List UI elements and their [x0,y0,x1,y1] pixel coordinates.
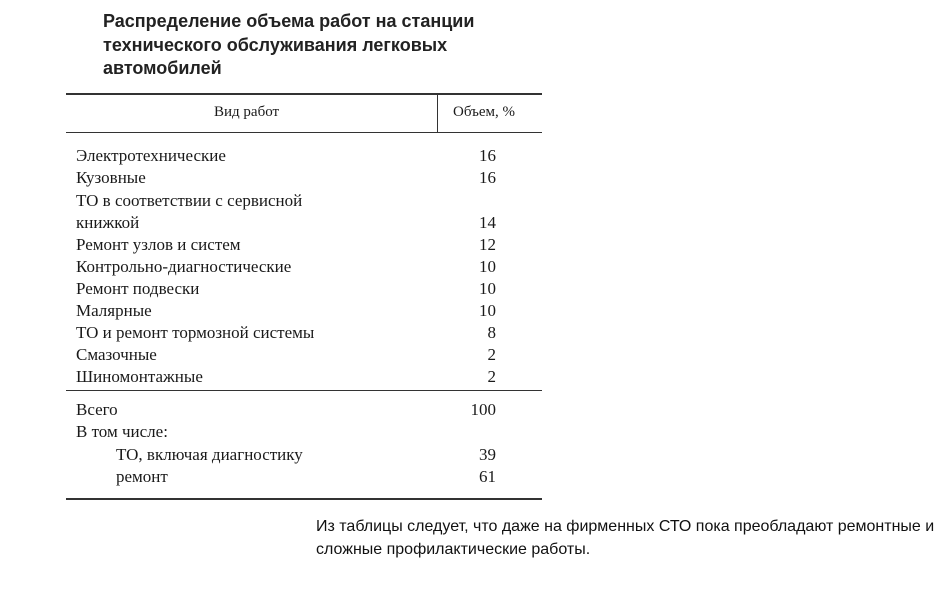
total-row [76,421,496,443]
row-label: Электротехнические [76,146,226,165]
caption-line-2: сложные профилактические работы. [316,541,591,558]
row-label: Ремонт узлов и систем [76,235,241,254]
table-row [76,234,496,256]
total-value: 39 [479,445,496,464]
table-row [76,300,496,322]
total-value: 61 [479,467,496,486]
total-label: Всего [76,400,118,419]
table-title [103,10,563,81]
row-value: 12 [479,235,496,254]
table-row [76,145,496,167]
row-value: 16 [479,168,496,187]
table-row [76,344,496,366]
row-value: 8 [487,323,496,342]
row-value: 10 [479,301,496,320]
total-row [76,466,496,488]
total-label: ремонт [116,467,168,486]
row-value: 16 [479,146,496,165]
table-row [76,256,496,278]
row-label: ТО и ремонт тормозной системы [76,323,315,342]
total-label: ТО, включая диагностику [116,445,303,464]
table-row [76,167,496,189]
total-value: 100 [470,400,496,419]
table-row [76,366,496,388]
title-line-2: технического обслуживания легковых [103,34,448,55]
header-bottom-rule [66,132,542,133]
row-label: Шиномонтажные [76,367,203,386]
row-label: ТО в соответствии с сервисной [76,191,303,210]
table-row [76,278,496,300]
caption-line-1: Из таблицы следует, что даже на фирменных СТО пока преобладают ремонтные и [316,518,934,535]
table-top-rule [66,93,542,95]
row-label: Малярные [76,301,152,320]
row-label: Смазочные [76,345,157,364]
totals-divider-rule [66,390,542,391]
row-value: 2 [487,367,496,386]
row-label: Кузовные [76,168,146,187]
row-value: 14 [479,213,496,232]
header-volume: Объем, % [453,104,515,120]
row-label: Ремонт подвески [76,279,200,298]
title-line-3: автомобилей [103,58,222,78]
header-column-divider [437,95,438,132]
row-value: 10 [479,257,496,276]
header-work-type: Вид работ [214,104,280,120]
row-label: книжкой [76,213,140,232]
title-line-1: Распределение объема работ на станции [103,11,475,31]
row-label: Контрольно-диагностические [76,257,292,276]
total-row [76,399,496,421]
total-label: В том числе: [76,422,168,441]
table-bottom-rule [66,498,542,500]
total-row [76,444,496,466]
table-row [76,322,496,344]
row-value: 10 [479,279,496,298]
row-value: 2 [487,345,496,364]
table-row [76,190,496,212]
table-row [76,212,496,234]
